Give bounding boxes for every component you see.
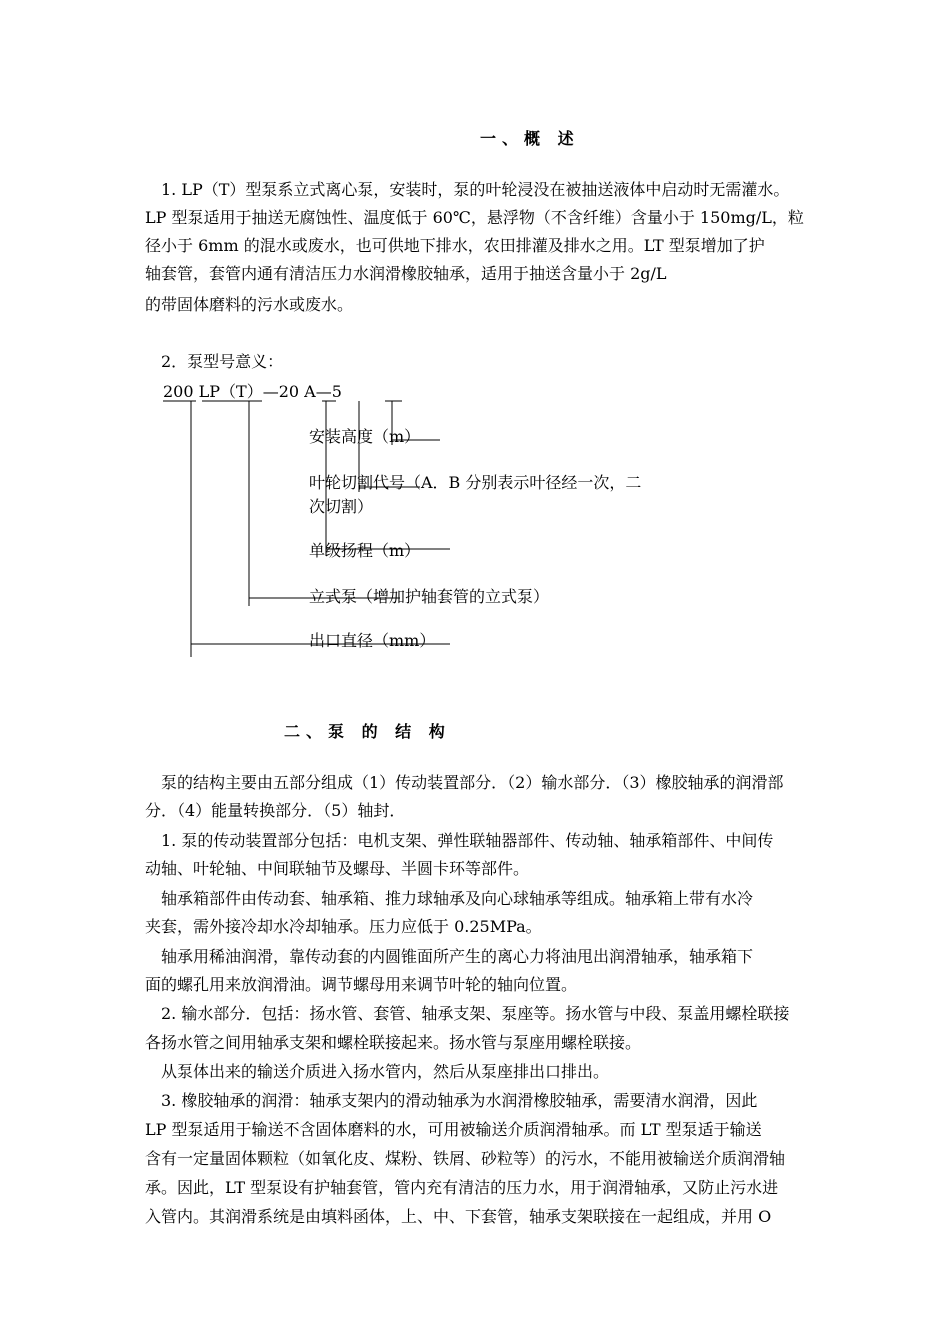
body-line: 含有一定量固体颗粒（如氧化皮、煤粉、铁屑、砂粒等）的污水，不能用被输送介质润滑轴 [145,1149,786,1168]
label-stage-head: 单级扬程（m） [309,541,421,560]
body-line: 动轴、叶轮轴、中间联轴节及螺母、半圆卡环等部件。 [145,859,530,878]
para1-line: 的带固体磨料的污水或废水。 [145,295,354,314]
body-line: 承。因此，LT 型泵设有护轴套管，管内充有清洁的压力水，用于润滑轴承，又防止污水进 [145,1178,779,1197]
body-line: 夹套，需外接冷却水冷却轴承。压力应低于 0.25MPa。 [145,917,542,936]
body-line: 面的螺孔用来放润滑油。调节螺母用来调节叶轮的轴向位置。 [145,975,578,994]
para1-line: 1. LP（T）型泵系立式离心泵，安装时，泵的叶轮浸没在被抽送液体中启动时无需灌水。 [145,180,790,199]
body-line: 分．（4）能量转换部分．（5）轴封． [145,801,406,820]
body-line: 泵的结构主要由五部分组成（1）传动装置部分．（2）输水部分．（3）橡胶轴承的润滑部 [145,773,784,792]
model-code: 200 LP（T）—20 A—5 [163,382,342,401]
para1-line: LP 型泵适用于抽送无腐蚀性、温度低于 60℃，悬浮物（不含纤维）含量小于 150mg/L，粒 [145,208,804,227]
para1-line: 轴套管，套管内通有清洁压力水润滑橡胶轴承，适用于抽送含量小于 2g/L [145,264,667,283]
model-meaning-title: 2．泵型号意义： [145,352,284,371]
body-line: 从泵体出来的输送介质进入扬水管内，然后从泵座排出口排出。 [145,1062,610,1081]
section2-heading: 二、泵 的 结 构 [284,722,451,741]
body-line: LP 型泵适用于输送不含固体磨料的水，可用被输送介质润滑轴承。而 LT 型泵适于输送 [145,1120,762,1139]
label-vertical-pump: 立式泵（增加护轴套管的立式泵） [309,587,550,606]
body-line: 各扬水管之间用轴承支架和螺栓联接起来。扬水管与泵座用螺栓联接。 [145,1033,642,1052]
label-outlet-diameter: 出口直径（mm） [309,631,436,650]
body-line: 1. 泵的传动装置部分包括：电机支架、弹性联轴器部件、传动轴、轴承箱部件、中间传 [145,831,774,850]
body-line: 入管内。其润滑系统是由填料函体，上、中、下套管，轴承支架联接在一起组成，并用 O [145,1207,772,1226]
label-impeller-cut: 叶轮切割代号（A．B 分别表示叶径经一次，二 [309,473,642,492]
para1-line: 径小于 6mm 的混水或废水，也可供地下排水，农田排灌及排水之用。LT 型泵增加了护 [145,236,765,255]
label-install-height: 安装高度（m） [309,427,421,446]
body-line: 轴承箱部件由传动套、轴承箱、推力球轴承及向心球轴承等组成。轴承箱上带有水冷 [145,889,754,908]
body-line: 轴承用稀油润滑，靠传动套的内圆锥面所产生的离心力将油甩出润滑轴承，轴承箱下 [145,947,754,966]
section1-heading: 一、概 述 [480,129,580,148]
label-impeller-cut-cont: 次切割） [309,497,374,516]
body-line: 3. 橡胶轴承的润滑：轴承支架内的滑动轴承为水润滑橡胶轴承，需要清水润滑，因此 [145,1091,758,1110]
body-line: 2. 输水部分．包括：扬水管、套管、轴承支架、泵座等。扬水管与中段、泵盖用螺栓联接 [145,1004,790,1023]
